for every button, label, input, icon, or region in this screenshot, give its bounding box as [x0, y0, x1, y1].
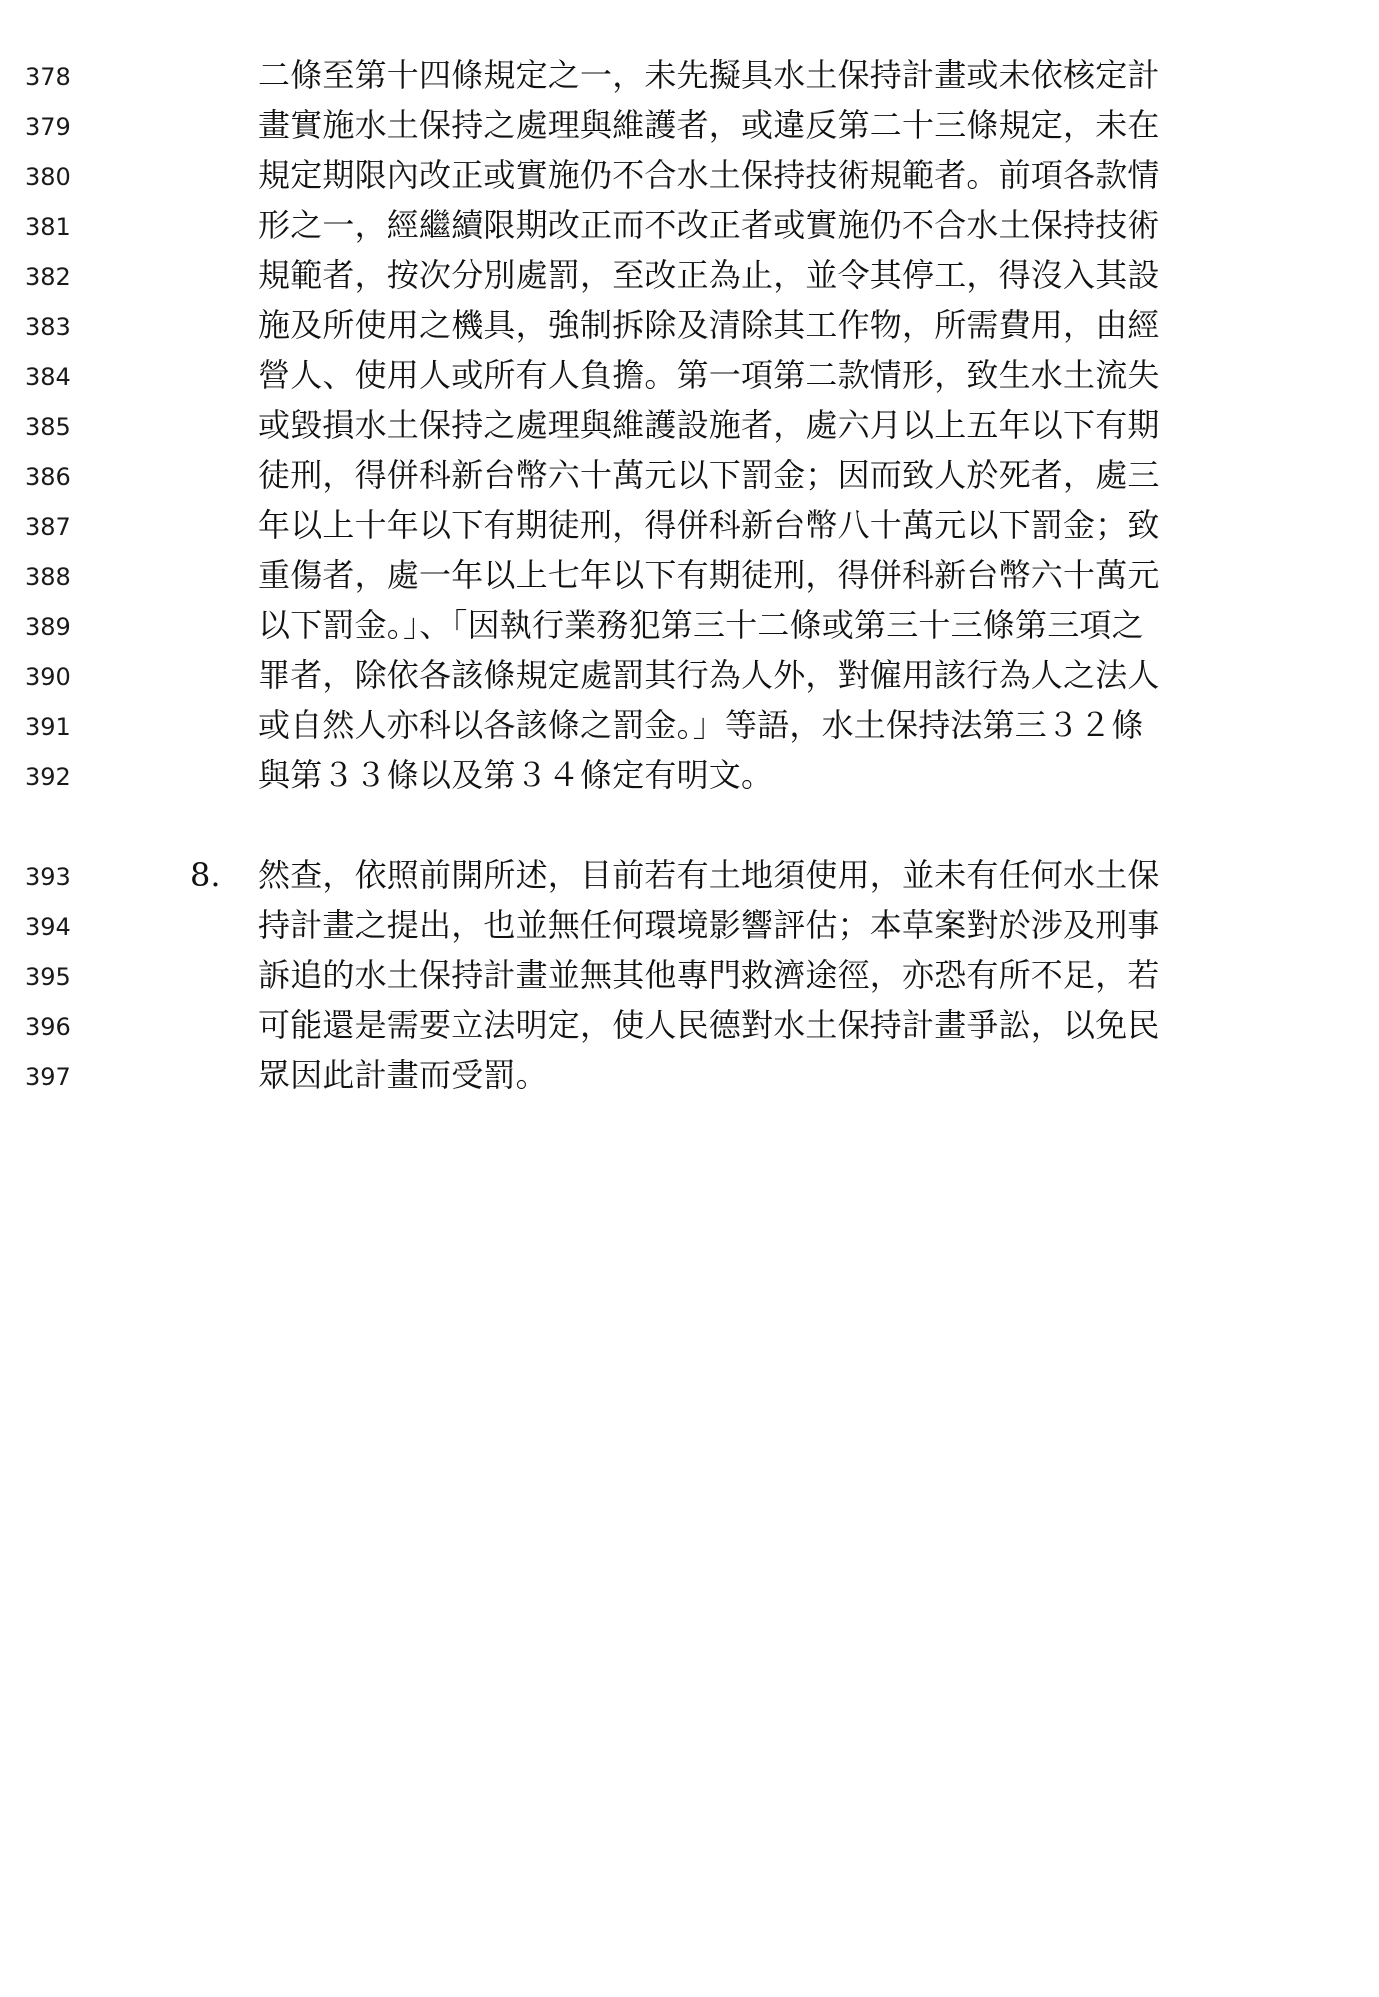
text-line — [0, 550, 1379, 600]
text-line — [0, 450, 1379, 500]
text-line — [0, 150, 1379, 200]
text-line — [0, 850, 1379, 900]
line-number: 378 — [25, 63, 71, 91]
line-number: 385 — [25, 413, 71, 441]
text-line — [0, 900, 1379, 950]
line-text: 營人、使用人或所有人負擔。第一項第二款情形，致生水土流失 — [258, 356, 1160, 394]
line-text: 或毀損水土保持之處理與維護設施者，處六月以上五年以下有期 — [258, 406, 1160, 444]
text-line — [0, 650, 1379, 700]
line-text: 施及所使用之機具，強制拆除及清除其工作物，所需費用，由經 — [258, 306, 1160, 344]
line-text: 可能還是需要立法明定，使人民德對水土保持計畫爭訟，以免民 — [258, 1006, 1160, 1044]
line-text: 形之一，經繼續限期改正而不改正者或實施仍不合水土保持技術 — [258, 206, 1160, 244]
line-text: 訴追的水土保持計畫並無其他專門救濟途徑，亦恐有所不足，若 — [258, 956, 1160, 994]
line-number: 395 — [25, 963, 71, 991]
text-line — [0, 400, 1379, 450]
text-line — [0, 950, 1379, 1000]
line-number: 388 — [25, 563, 71, 591]
line-number: 382 — [25, 263, 71, 291]
text-line — [0, 700, 1379, 750]
text-line — [0, 200, 1379, 250]
line-text: 徒刑，得併科新台幣六十萬元以下罰金；因而致人於死者，處三 — [258, 456, 1160, 494]
text-line — [0, 350, 1379, 400]
line-text: 規範者，按次分別處罰，至改正為止，並令其停工，得沒入其設 — [258, 256, 1160, 294]
list-item-number: 8. — [190, 856, 221, 894]
line-text: 眾因此計畫而受罰。 — [258, 1056, 548, 1094]
text-line — [0, 500, 1379, 550]
text-line — [0, 750, 1379, 800]
line-number: 391 — [25, 713, 71, 741]
line-text: 與第３３條以及第３４條定有明文。 — [258, 756, 774, 794]
line-number: 397 — [25, 1063, 71, 1091]
line-number: 392 — [25, 763, 71, 791]
line-number: 380 — [25, 163, 71, 191]
line-number: 383 — [25, 313, 71, 341]
line-text: 或自然人亦科以各該條之罰金。」等語，水土保持法第三３２條 — [258, 706, 1144, 744]
text-line — [0, 300, 1379, 350]
text-line — [0, 250, 1379, 300]
line-text: 二條至第十四條規定之一，未先擬具水土保持計畫或未依核定計 — [258, 56, 1160, 94]
text-line — [0, 1050, 1379, 1100]
line-text: 然查，依照前開所述，目前若有土地須使用，並未有任何水土保 — [258, 856, 1160, 894]
line-number: 393 — [25, 863, 71, 891]
line-text: 持計畫之提出，也並無任何環境影響評估；本草案對於涉及刑事 — [258, 906, 1160, 944]
line-text: 以下罰金。」、「因執行業務犯第三十二條或第三十三條第三項之 — [258, 606, 1144, 644]
line-number: 386 — [25, 463, 71, 491]
line-number: 384 — [25, 363, 71, 391]
text-line — [0, 1000, 1379, 1050]
line-text: 畫實施水土保持之處理與維護者，或違反第二十三條規定，未在 — [258, 106, 1160, 144]
line-number: 396 — [25, 1013, 71, 1041]
line-text: 罪者，除依各該條規定處罰其行為人外，對僱用該行為人之法人 — [258, 656, 1160, 694]
line-number: 379 — [25, 113, 71, 141]
line-text: 重傷者，處一年以上七年以下有期徒刑，得併科新台幣六十萬元 — [258, 556, 1160, 594]
line-number: 381 — [25, 213, 71, 241]
line-text: 規定期限內改正或實施仍不合水土保持技術規範者。前項各款情 — [258, 156, 1160, 194]
line-number: 394 — [25, 913, 71, 941]
line-text: 年以上十年以下有期徒刑，得併科新台幣八十萬元以下罰金；致 — [258, 506, 1160, 544]
line-number: 387 — [25, 513, 71, 541]
line-number: 390 — [25, 663, 71, 691]
line-number: 389 — [25, 613, 71, 641]
text-line — [0, 50, 1379, 100]
text-line — [0, 100, 1379, 150]
text-line — [0, 600, 1379, 650]
